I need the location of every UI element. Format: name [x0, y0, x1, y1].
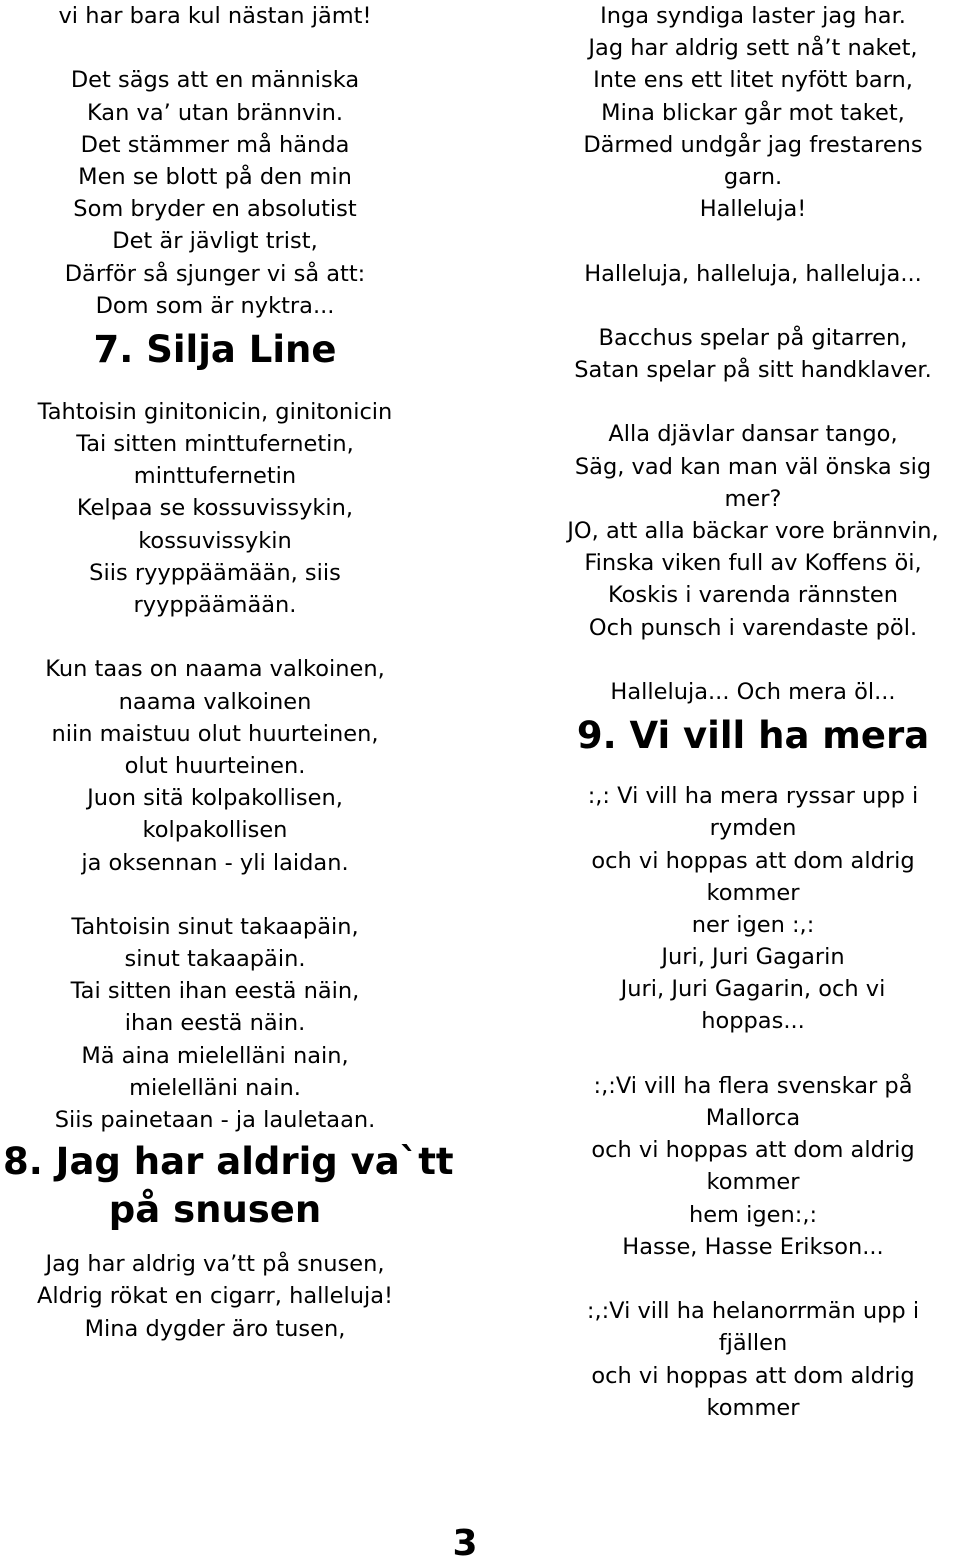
verse-line: Siis ryyppäämään, siis [89, 559, 341, 586]
stanza-nyktra [0, 64, 430, 322]
verse-line: Inga syndiga laster jag har. [600, 3, 906, 29]
verse-line: :,:Vi vill ha flera svenskar på [593, 1072, 913, 1099]
song-8-title [0, 1138, 454, 1234]
verse-line: Det stämmer må hända [80, 131, 350, 158]
verse-line: Siis painetaan - ja lauletaan. [54, 1107, 376, 1133]
verse-line: :,: Vi vill ha mera ryssar upp i [587, 783, 919, 810]
verse-line: Tai sitten minttufernetin, [76, 431, 354, 458]
verse-line: ner igen :,: [691, 911, 815, 938]
song-7-stanza-2 [0, 653, 430, 878]
verse-line: Därmed undgår jag frestarens [583, 131, 923, 158]
verse-line: Som bryder en absolutist [73, 196, 357, 223]
verse-line: Juri, Juri Gagarin, och vi [620, 976, 886, 1003]
verse-line: Jag har aldrig va’tt på snusen, [45, 1251, 385, 1278]
verse-line: och vi hoppas att dom aldrig [591, 1362, 915, 1389]
verse-line: JO, att alla bäckar vore brännvin, [567, 518, 939, 544]
verse-line: Och punsch i varendaste pöl. [588, 614, 918, 641]
verse-line: Halleluja, halleluja, halleluja... [584, 260, 922, 287]
verse-line: Koskis i varenda rännsten [607, 582, 899, 609]
verse-line: ryyppäämään. [133, 592, 297, 618]
verse-line: kommer [706, 1394, 800, 1421]
verse-line: olut huurteinen. [124, 752, 306, 779]
verse-line: Finska viken full av Koffens öi, [584, 550, 922, 577]
verse-line: Halleluja... Och mera öl... [610, 678, 896, 705]
verse-line: Mina blickar går mot taket, [601, 99, 905, 126]
verse-line: niin maistuu olut huurteinen, [51, 720, 379, 747]
verse-line: Halleluja! [699, 196, 807, 223]
verse-line: Kelpaa se kossuvissykin, [76, 495, 354, 522]
verse-line: rymden [709, 815, 797, 842]
song-9-stanza-3 [538, 1295, 960, 1424]
verse-line: kommer [706, 1169, 800, 1196]
song-8-outro [538, 676, 960, 708]
verse-line: hoppas... [701, 1008, 805, 1035]
verse-line: kolpakollisen [142, 817, 288, 844]
song-8-stanza-2 [538, 322, 960, 386]
verse-line: kommer [706, 879, 800, 906]
verse-line: kossuvissykin [138, 527, 292, 554]
verse-line: Aldrig rökat en cigarr, halleluja! [36, 1283, 394, 1310]
verse-line: och vi hoppas att dom aldrig [591, 847, 915, 874]
verse-line: Satan spelar på sitt handklaver. [574, 357, 932, 384]
verse-line: fjällen [718, 1330, 788, 1357]
song-8-stanza-1-continued [538, 0, 960, 225]
song-8-title-line-1: 8. Jag har aldrig va`tt [3, 1140, 454, 1184]
verse-line: Kun taas on naama valkoinen, [45, 656, 385, 683]
intro-stanza [0, 0, 430, 32]
song-8-title-line-2: på snusen [108, 1188, 322, 1232]
verse-line: Bacchus spelar på gitarren, [598, 324, 908, 351]
verse-line: Dom som är nyktra... [95, 292, 335, 319]
verse-line: Mä aina mielelläni nain, [81, 1042, 349, 1069]
verse-line: ihan eestä näin. [124, 1010, 306, 1037]
left-column [0, 0, 454, 1345]
verse-line: Därför så sjunger vi så att: [64, 260, 366, 287]
verse-line: ja oksennan - yli laidan. [81, 849, 349, 876]
song-8-stanza-3 [538, 418, 960, 643]
verse-line: Mina dygder äro tusen, [84, 1315, 346, 1342]
song-7-stanza-1 [0, 396, 430, 621]
verse-line: Tahtoisin ginitonicin, ginitonicin [37, 398, 393, 425]
page-number: 3 [452, 1523, 478, 1564]
verse-line: mielelläni nain. [129, 1074, 301, 1101]
verse-line: Juon sitä kolpakollisen, [87, 785, 343, 812]
verse-line: Juri, Juri Gagarin [661, 944, 845, 971]
song-9-title: 9. Vi vill ha mera [576, 714, 930, 758]
verse-line: Alla djävlar dansar tango, [608, 421, 898, 448]
verse-line: sinut takaapäin. [124, 946, 306, 973]
verse-line: naama valkoinen [118, 688, 312, 715]
verse-line: Det sägs att en människa [70, 67, 360, 94]
verse-line: Inte ens ett litet nyfött barn, [593, 67, 913, 94]
verse-line: Hasse, Hasse Erikson... [622, 1233, 884, 1260]
song-8-stanza-1 [0, 1248, 430, 1345]
verse-line: minttufernetin [133, 463, 297, 490]
verse-line: hem igen:,: [688, 1201, 818, 1228]
song-9-stanza-1 [538, 780, 960, 1038]
verse-line: Jag har aldrig sett nå’t naket, [588, 35, 918, 62]
verse-line: Mallorca [705, 1105, 801, 1131]
verse-line: Säg, vad kan man väl önska sig [574, 453, 932, 480]
verse-line: och vi hoppas att dom aldrig [591, 1137, 915, 1164]
verse-line: Men se blott på den min [78, 163, 352, 190]
song-7-title: 7. Silja Line [93, 327, 337, 371]
right-column [538, 0, 960, 1424]
verse-line: Tai sitten ihan eestä näin, [70, 978, 360, 1005]
verse-line: Kan va’ utan brännvin. [86, 99, 344, 126]
verse-line: :,:Vi vill ha helanorrmän upp i [586, 1298, 920, 1325]
verse-line: Tahtoisin sinut takaapäin, [71, 913, 359, 940]
song-7-stanza-3 [0, 911, 430, 1136]
song-8-refrain [538, 258, 960, 290]
verse-line: Det är jävligt trist, [112, 228, 318, 255]
song-9-stanza-2 [538, 1070, 960, 1263]
verse-line: vi har bara kul nästan jämt! [58, 3, 372, 29]
verse-line: garn. [723, 163, 783, 190]
verse-line: mer? [724, 485, 782, 512]
